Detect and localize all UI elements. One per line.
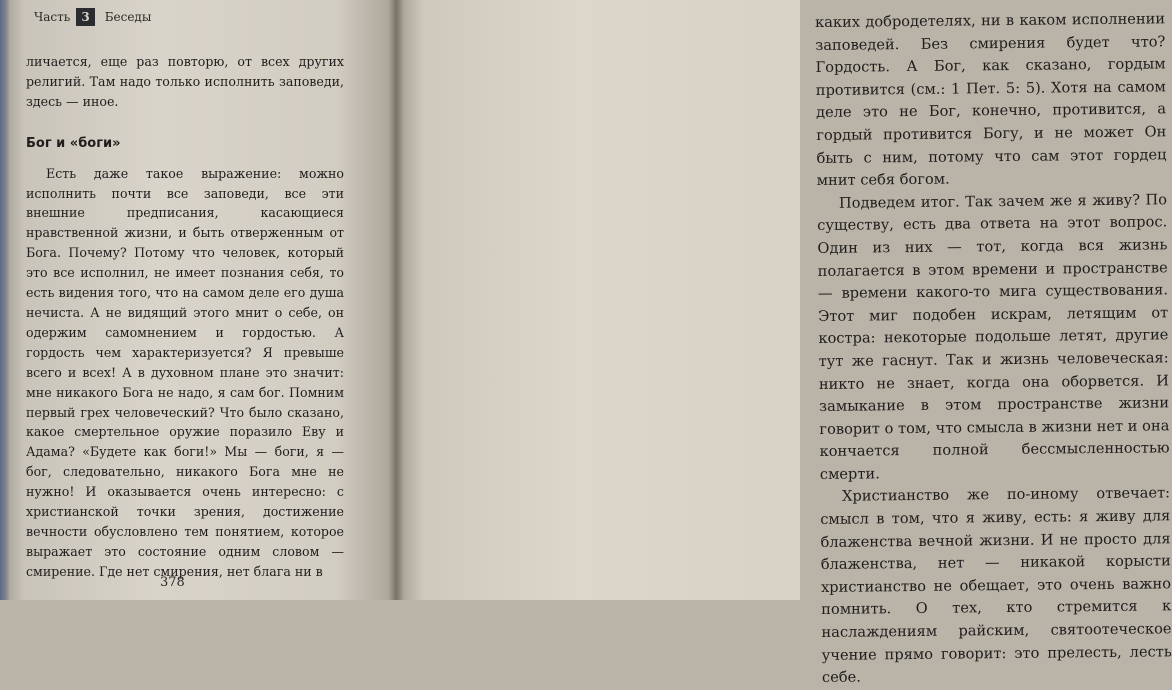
running-head [34,8,151,26]
right-page [395,0,1172,687]
left-page [0,0,395,600]
right-paragraph-2: Подведем итог. Так зачем же я живу? По существу, есть два ответа на этот вопрос. Один из них — тот, когда вся жизнь полагается в этом времени и пространстве — времени какого-то мига существования. Этот миг подобен искрам, летящим от костра: некоторые подольше летят, другие тут же гаснут. Так и жизнь человеческая: никто не знает, когда она оборвется. И замыкание в этом пространстве жизни говорит о том, что смысла в жизни нет и она кончается полной бессмысленностью смерти. [817,191,1170,483]
book-cover-edge [0,0,10,600]
left-text-column [26,52,344,582]
section-label: Беседы [104,10,152,24]
book-gutter [388,0,404,600]
right-paragraph-1: каких добродетелях, ни в каком исполнении заповедей. Без смирения будет что? Гордость. А Бог, как сказано, гордым противится (см.: 1 Пет. 5: 5). Хотя на самом деле это не Бог, конечно, противится, а гордый противится Богу, и не может Он быть с ним, потому что сам этот гордец мнит себя богом. [815,10,1167,190]
section-heading: Бог и «боги» [26,135,121,151]
right-paragraph-3: Христианство же по-иному отвечает: смысл в том, что я живу, есть: я живу для блаженства вечной жизни. И не просто для блаженства, нет — никакой корысти христианство не обещает, это очень важно помнить. О тех, кто стремится к наслаждениям райским, святоотеческое учение прямо говорит: это прелесть, лесть себе. [820,484,1172,687]
page-number: 378 [160,575,185,590]
intro-paragraph: личается, еще раз повторю, от всех других религий. Там надо только исполнить заповеди, здесь — иное. [26,54,344,109]
body-paragraph: Есть даже такое выражение: можно исполнить почти все заповеди, все эти внешние предписания, касающиеся нравственной жизни, и быть отверженным от Бога. Почему? Потому что человек, который это все исполнил, не имеет познания себя, то есть видения того, что на самом деле его душа нечиста. А не видящий этого мнит о себе, он одержим самомнением и гордостью. А гордость чем характеризуется? Я превыше всего и всех! А в духовном плане это значит: мне никакого Бога не надо, я сам бог. Помним первый грех человеческий? Что было сказано, какое смертельное оружие поразило Еву и Адама? «Будете как боги!» Мы — боги, я — бог, следовательно, никакого Бога мне не нужно! И оказывается очень интересно: с христианской точки зрения, достижение вечности обусловлено тем понятием, которое выражает это состояние одним словом — смирение. Где нет смирения, нет блага ни в [26,165,344,579]
part-label: Часть [34,10,71,24]
part-number-badge: 3 [76,8,94,26]
right-text-column [815,8,1172,689]
